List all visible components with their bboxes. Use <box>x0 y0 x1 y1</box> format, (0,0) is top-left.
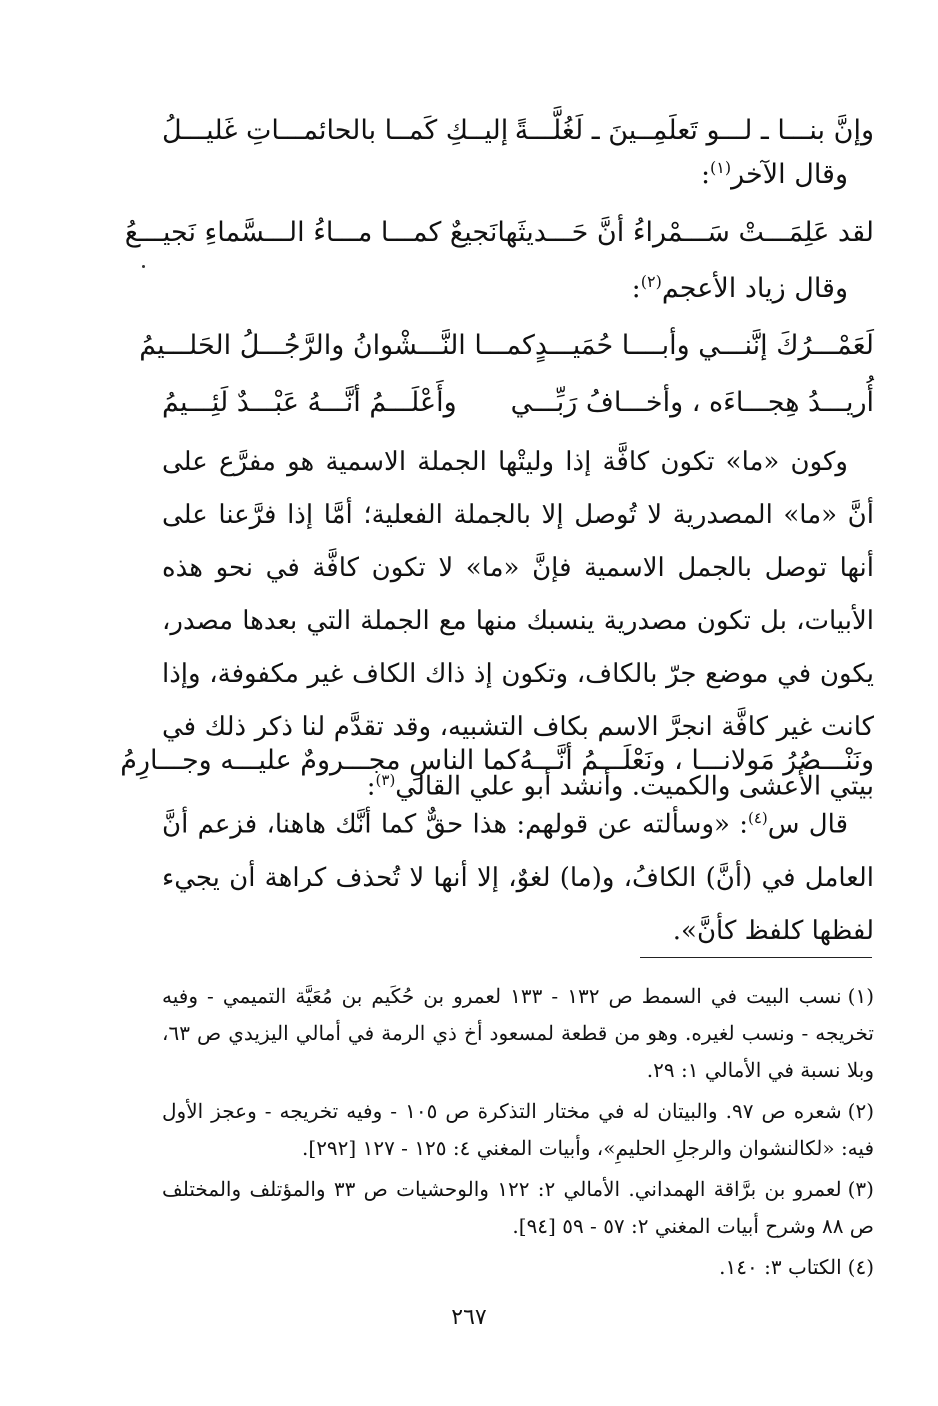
footnote-ref-2[interactable]: (٢) <box>640 272 662 291</box>
verse-intro-1 <box>701 158 848 190</box>
footnote-1 <box>162 978 874 1089</box>
footnotes <box>162 978 874 1290</box>
footnote-3-text: لعمرو بن برَّاقة الهمداني. الأمالي ٢: ١٢٢ والوحشيات ص ٣٣ والمؤتلف والمختلف ص ٨٨ وشرح أبيات المغني ٢: ٥٧ - ٥٩ [٩٤]. <box>162 1177 874 1238</box>
verse-intro-2-text: وقال زياد الأعجم <box>661 273 848 304</box>
footnote-ref-4[interactable]: (٤) <box>747 809 768 827</box>
prose-paragraph-2-text: : «وسألته عن قولهم: هذا حقٌّ كما أنَّك هاهنا، فزعم أنَّ العامل في (أنَّ) الكافُ، و(ما) لغوٌ، إلا أنها لا تُحذف كراهة أن يجيء لفظها كلفظ كأنَّ». <box>162 809 874 946</box>
verse-line-4 <box>162 380 874 424</box>
page-number: ٢٦٧ <box>451 1305 487 1330</box>
prose-paragraph-2-lead: قال س <box>767 809 849 840</box>
colon: : <box>700 159 711 190</box>
prose-paragraph-2 <box>162 792 874 958</box>
verse-3-second-hemistich: كمـــا النَّـــشْوانُ والرَّجُـــلُ الحَلـــيمُ <box>139 329 535 361</box>
verse-intro-1-text: وقال الآخر <box>731 159 848 190</box>
verse-line-2 <box>124 210 874 254</box>
verse-4-second-hemistich: وأَعْلَـــمُ أنَّـــهُ عَبْـــدٌ لَئِـــيمُ <box>162 386 457 418</box>
footnote-3-number: (٣) <box>847 1177 874 1201</box>
footnote-1-number: (١) <box>847 984 874 1008</box>
colon: : <box>631 273 641 304</box>
footnote-3 <box>162 1171 874 1245</box>
verse-4-first-hemistich: أُريـــدُ هِجـــاءَه ، وأخـــافُ رَبِّـــي <box>510 386 874 418</box>
verse-3-first-hemistich: لَعَمْـــرُكَ إنَّنـــي وأبــــا حُمَيـــدٍ <box>534 329 874 361</box>
verse-line-1 <box>162 108 874 152</box>
footnote-2-number: (٢) <box>847 1099 874 1123</box>
print-speck <box>142 265 145 268</box>
verse-1-first-hemistich: وإنَّ بنـــا ـ لـــو تَعلَمِــينَ ـ لَغُلَّـــةً <box>514 114 874 146</box>
footnote-ref-3[interactable]: (٣) <box>375 771 396 789</box>
verse-2-second-hemistich: نَجيعٌ كمـــا مـــاءُ الـــسَّماءِ نَجيـــعُ <box>124 216 498 248</box>
footnote-4-text: الكتاب ٣: ١٤٠. <box>719 1255 842 1279</box>
verse-2-first-hemistich: لقد عَلِمَـــتْ سَـــمْراءُ أنَّ حَـــديثَها <box>497 216 874 248</box>
prose-paragraph-1-text: وكون «ما» تكون كافَّة إذا وليتْها الجملة الاسمية هو مفرَّع على أنَّ «ما» المصدرية لا تُوصل إلا بالجملة الفعلية؛ أمَّا إذا فرَّعنا على أنها توصل بالجمل الاسمية فإنَّ «ما» لا تكون كافَّة في نحو هذه الأبيات، بل تكون مصدرية ينسبك منها مع الجملة التي بعدها مصدر، يكون في موضع جرّ بالكاف، وتكون إذ ذاك الكاف غير مكفوفة، وإذا كانت غير كافَّة انجرَّ الاسم بكاف التشبيه، وقد تقدَّم لنا ذكر ذلك في بيتي الأعشى والكميت. وأنشد أبو علي القالي <box>162 447 874 802</box>
verse-5-second-hemistich: كما الناسِ مجـــرومٌ عليـــه وجـــارِمُ <box>120 744 520 776</box>
verse-5-first-hemistich: ونَنْـــصُرُ مَولانـــا ، ونَعْلَـــمُ أنَّـــهُ <box>519 744 874 776</box>
footnote-1-text: نسب البيت في السمط ص ١٣٢ - ١٣٣ لعمرو بن حُكَيم بن مُعَيَّة التميمي - وفيه تخريجه - ونسب لغيره. وهو من قطعة لمسعود أخ ذي الرمة في أمالي اليزيدي ص ٦٣، وبلا نسبة في الأمالي ١: ٢٩. <box>162 984 874 1082</box>
footnote-2-text: شعره ص ٩٧. والبيتان له في مختار التذكرة ص ١٠٥ - وفيه تخريجه - وعجز الأول فيه: «لكالنشوان والرجلِ الحليمِ»، وأبيات المغني ٤: ١٢٥ - ١٢٧ [٢٩٢]. <box>162 1099 874 1160</box>
footnote-ref-1[interactable]: (١) <box>710 158 732 177</box>
verse-line-3 <box>139 323 874 367</box>
verse-intro-2 <box>632 272 848 304</box>
verse-line-5 <box>120 738 874 782</box>
footnote-separator <box>640 957 872 958</box>
footnote-4 <box>162 1249 874 1286</box>
colon: : <box>366 771 376 802</box>
verse-1-second-hemistich: إليــكِ كَمــا بالحائمـــاتِ غَليـــلُ <box>162 114 509 146</box>
footnote-4-number: (٤) <box>847 1255 874 1279</box>
footnote-2 <box>162 1093 874 1167</box>
